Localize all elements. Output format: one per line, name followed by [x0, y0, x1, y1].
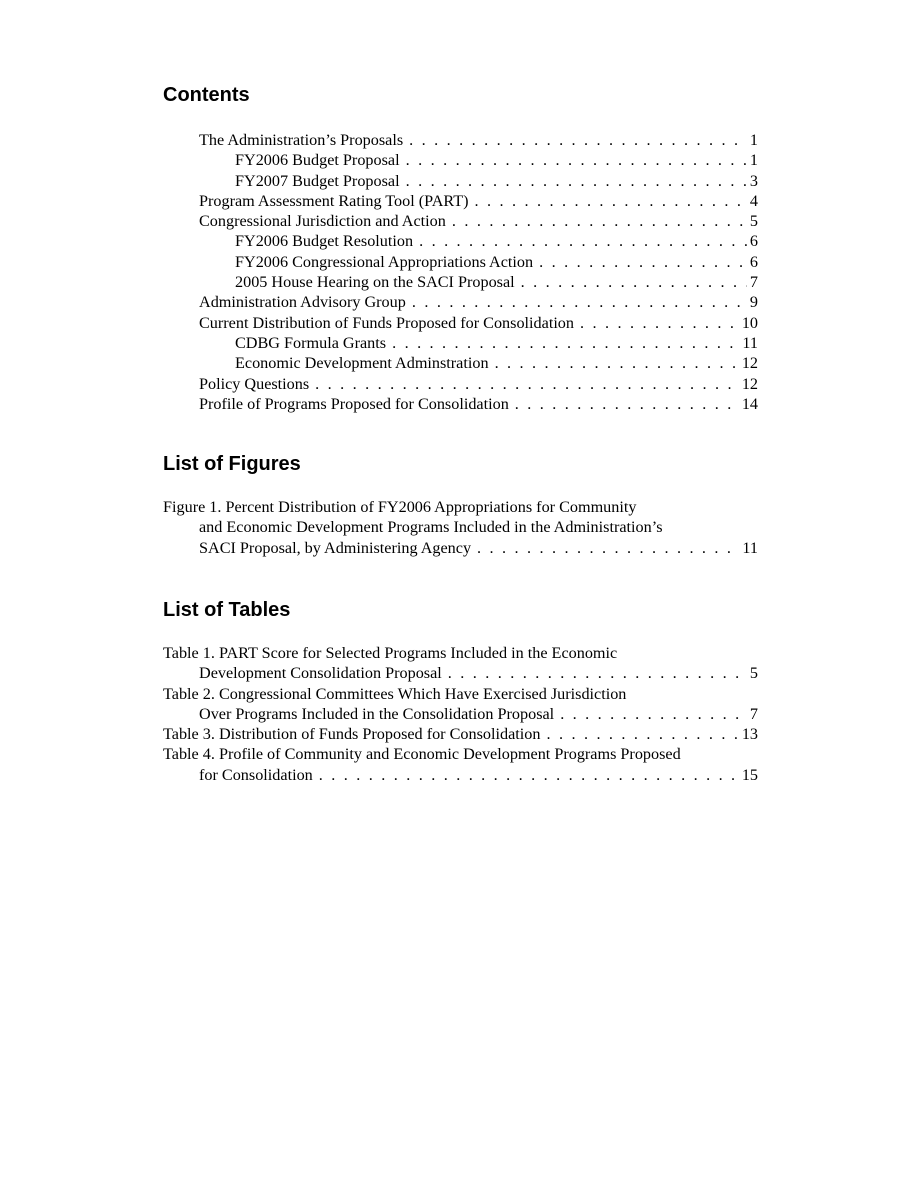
dot-leader [560, 704, 747, 724]
dot-leader [495, 353, 739, 373]
table-entry-page: 5 [749, 664, 758, 683]
toc-entry-title: Policy Questions [199, 374, 310, 393]
toc-entry[interactable] [163, 231, 758, 251]
dot-leader [409, 130, 747, 150]
figures-list [163, 497, 758, 558]
figure-entry-line: Figure 1. Percent Distribution of FY2006 Appropriations for Community [163, 498, 637, 516]
toc-entry[interactable] [163, 353, 758, 373]
toc-entry-title: Congressional Jurisdiction and Action [199, 212, 446, 231]
dot-leader [521, 272, 747, 292]
table-entry-title: for Consolidation [199, 765, 313, 784]
figure-entry-line: and Economic Development Programs Included in the Administration’s [199, 518, 663, 537]
toc-entry-title: 2005 House Hearing on the SACI Proposal [235, 273, 515, 292]
toc-entry[interactable] [163, 150, 758, 170]
table-entry-title: Development Consolidation Proposal [199, 664, 442, 683]
dot-leader [452, 211, 747, 231]
toc-entry-title: Profile of Programs Proposed for Consolidation [199, 394, 509, 413]
table-entry[interactable] [163, 744, 758, 785]
toc-entry[interactable] [163, 252, 758, 272]
dot-leader [412, 292, 747, 312]
toc-entry-page: 3 [749, 171, 758, 190]
tables-section [163, 598, 758, 785]
table-entry-title: Table 3. Distribution of Funds Proposed for Consolidation [163, 725, 541, 744]
toc-entry-title: Program Assessment Rating Tool (PART) [199, 191, 469, 210]
toc-entry[interactable] [163, 211, 758, 231]
dot-leader [546, 724, 738, 744]
toc-entry[interactable] [163, 313, 758, 333]
toc-entry-title: The Administration’s Proposals [199, 131, 404, 149]
contents-section [163, 83, 758, 414]
dot-leader [475, 191, 747, 211]
table-entry-last-line [163, 663, 758, 683]
table-entry-page: 15 [741, 765, 758, 784]
toc-entry[interactable] [163, 130, 758, 150]
toc-entry-page: 1 [749, 151, 758, 170]
toc-entry-page: 6 [749, 252, 758, 271]
figure-entry-last-line [163, 538, 758, 558]
dot-leader [539, 252, 747, 272]
figure-entry-page: 11 [742, 538, 758, 557]
toc-entry[interactable] [163, 374, 758, 394]
toc-entry-page: 11 [742, 333, 758, 352]
table-entry[interactable] [163, 684, 758, 725]
table-entry[interactable] [163, 724, 758, 744]
toc-entry-page: 12 [741, 354, 758, 373]
figures-heading: List of Figures [163, 453, 301, 475]
toc-entry-title: Administration Advisory Group [199, 293, 406, 312]
toc-entry-title: FY2007 Budget Proposal [235, 171, 400, 190]
toc-entry[interactable] [163, 191, 758, 211]
table-entry-last-line [163, 704, 758, 724]
table-entry-last-line [163, 765, 758, 785]
table-entry[interactable] [163, 643, 758, 684]
dot-leader [406, 171, 747, 191]
toc-entry[interactable] [163, 272, 758, 292]
table-entry-line: Table 1. PART Score for Selected Programs Included in the Economic [163, 644, 618, 662]
toc-entry-title: CDBG Formula Grants [235, 333, 387, 352]
toc-entry[interactable] [163, 171, 758, 191]
dot-leader [580, 313, 739, 333]
figures-section [163, 452, 758, 558]
toc-entry[interactable] [163, 292, 758, 312]
dot-leader [419, 231, 747, 251]
figure-entry-title: SACI Proposal, by Administering Agency [199, 538, 472, 557]
toc-entry-page: 5 [749, 212, 758, 231]
toc-entry-page: 7 [749, 273, 758, 292]
toc-entry-title: Current Distribution of Funds Proposed for Consolidation [199, 313, 574, 332]
dot-leader [448, 663, 747, 683]
toc-entry-page: 14 [741, 394, 758, 413]
dot-leader [319, 765, 739, 785]
toc-entry-title: FY2006 Congressional Appropriations Action [235, 252, 534, 271]
dot-leader [477, 538, 739, 558]
toc-entry[interactable] [163, 333, 758, 353]
tables-heading: List of Tables [163, 599, 291, 621]
toc-entry-page: 6 [749, 232, 758, 251]
table-entry-line: Table 4. Profile of Community and Economic Development Programs Proposed [163, 745, 681, 764]
table-entry-page: 13 [741, 725, 758, 744]
toc-entry-title: Economic Development Adminstration [235, 354, 489, 373]
dot-leader [515, 394, 739, 414]
figure-entry[interactable] [163, 497, 758, 558]
dot-leader [392, 333, 739, 353]
toc-entry-page: 9 [749, 293, 758, 312]
table-entry-line: Table 2. Congressional Committees Which Have Exercised Jurisdiction [163, 684, 627, 703]
tables-list [163, 643, 758, 785]
toc-entry-page: 1 [749, 131, 758, 149]
dot-leader [406, 150, 747, 170]
toc-entry-page: 12 [741, 374, 758, 393]
toc-entry[interactable] [163, 394, 758, 414]
toc-entry-title: FY2006 Budget Resolution [235, 232, 414, 251]
contents-list [163, 130, 758, 414]
table-entry-last-line [163, 724, 758, 744]
toc-entry-page: 10 [741, 313, 758, 332]
toc-entry-title: FY2006 Budget Proposal [235, 151, 400, 170]
dot-leader [315, 374, 739, 394]
toc-entry-page: 4 [749, 191, 758, 210]
contents-heading: Contents [163, 84, 250, 106]
table-entry-title: Over Programs Included in the Consolidation Proposal [199, 704, 555, 723]
table-entry-page: 7 [749, 704, 758, 723]
